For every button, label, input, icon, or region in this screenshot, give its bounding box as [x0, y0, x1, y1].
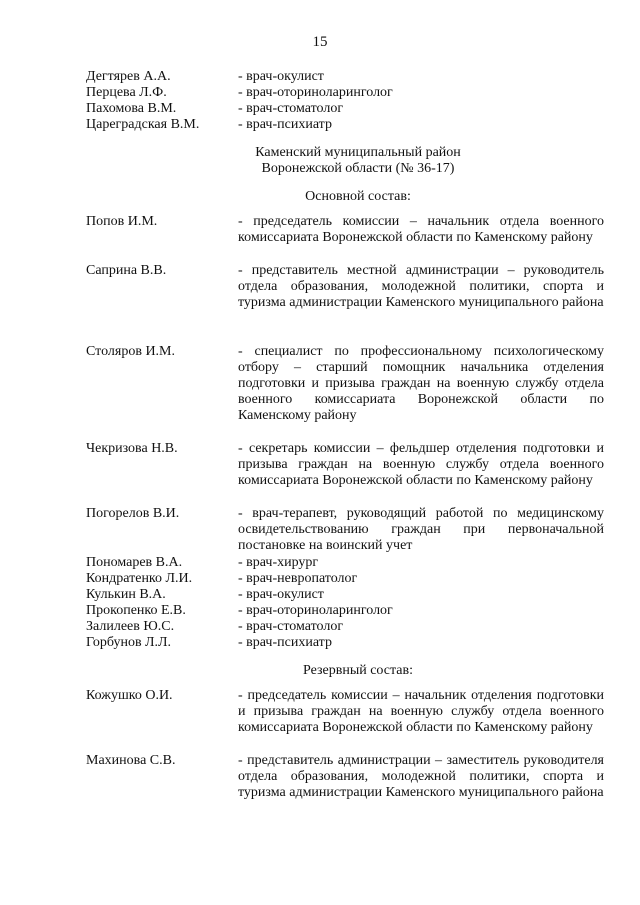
member-role: - врач-окулист — [238, 69, 324, 84]
member-role: - специалист по профессиональному психологическому отбору – старший помощник начальника отделения подготовки и призыва граждан на военную службу отдела военного комиссариата Воронежской области по Каменскому району — [238, 344, 604, 423]
member-name: Прокопенко Е.В. — [86, 603, 186, 618]
district-title: Каменский муниципальный район — [255, 145, 461, 160]
main-composition-heading: Основной состав: — [305, 189, 411, 204]
member-name: Кулькин В.А. — [86, 587, 166, 602]
member-role: - представитель местной администрации – руководитель отдела образования, молодежной политики, спорта и туризма администрации Каменского муниципального района — [238, 263, 604, 310]
member-name: Кожушко О.И. — [86, 688, 173, 703]
district-subtitle: Воронежской области (№ 36-17) — [261, 161, 455, 176]
member-name: Цареградская В.М. — [86, 117, 200, 132]
member-name: Горбунов Л.Л. — [86, 635, 172, 650]
member-role: - председатель комиссии – начальник отдела военного комиссариата Воронежской области по Каменскому району — [238, 214, 604, 245]
reserve-composition-heading: Резервный состав: — [302, 663, 413, 678]
page-number: 15 — [312, 34, 328, 50]
member-role: - врач-оториноларинголог — [238, 85, 393, 100]
member-name: Попов И.М. — [86, 214, 158, 229]
member-name: Махинова С.В. — [86, 753, 176, 768]
member-role: - секретарь комиссии – фельдшер отделения подготовки и призыва граждан на военную службу отдела военного комиссариата Воронежской области по Каменскому району — [238, 441, 604, 488]
member-role: - врач-окулист — [238, 587, 324, 602]
member-role: - врач-терапевт, руководящий работой по медицинскому освидетельствованию граждан при первоначальной постановке на воинский учет — [238, 506, 604, 553]
member-role: - врач-стоматолог — [238, 101, 344, 116]
member-role: - председатель комиссии – начальник отделения подготовки и призыва граждан на военную службу отдела военного комиссариата Воронежской области по Каменскому району — [238, 688, 604, 735]
member-name: Саприна В.В. — [86, 263, 167, 278]
member-role: - врач-психиатр — [238, 117, 332, 132]
member-role: - врач-хирург — [238, 555, 319, 570]
member-role: - врач-оториноларинголог — [238, 603, 393, 618]
member-name: Залилеев Ю.С. — [86, 619, 175, 634]
member-role: - врач-психиатр — [238, 635, 332, 650]
member-role: - врач-стоматолог — [238, 619, 344, 634]
member-name: Дегтярев А.А. — [86, 69, 171, 84]
member-role: - врач-невропатолог — [238, 571, 358, 586]
member-name: Кондратенко Л.И. — [86, 571, 193, 586]
member-name: Чекризова Н.В. — [86, 441, 178, 456]
member-name: Погорелов В.И. — [86, 506, 180, 521]
member-name: Столяров И.М. — [86, 344, 175, 359]
member-name: Перцева Л.Ф. — [86, 85, 167, 100]
member-name: Пономарев В.А. — [86, 555, 183, 570]
member-name: Пахомова В.М. — [86, 101, 177, 116]
member-role: - представитель администрации – заместитель руководителя отдела образования, молодежной политики, спорта и туризма администрации Каменского муниципального района — [238, 753, 604, 800]
